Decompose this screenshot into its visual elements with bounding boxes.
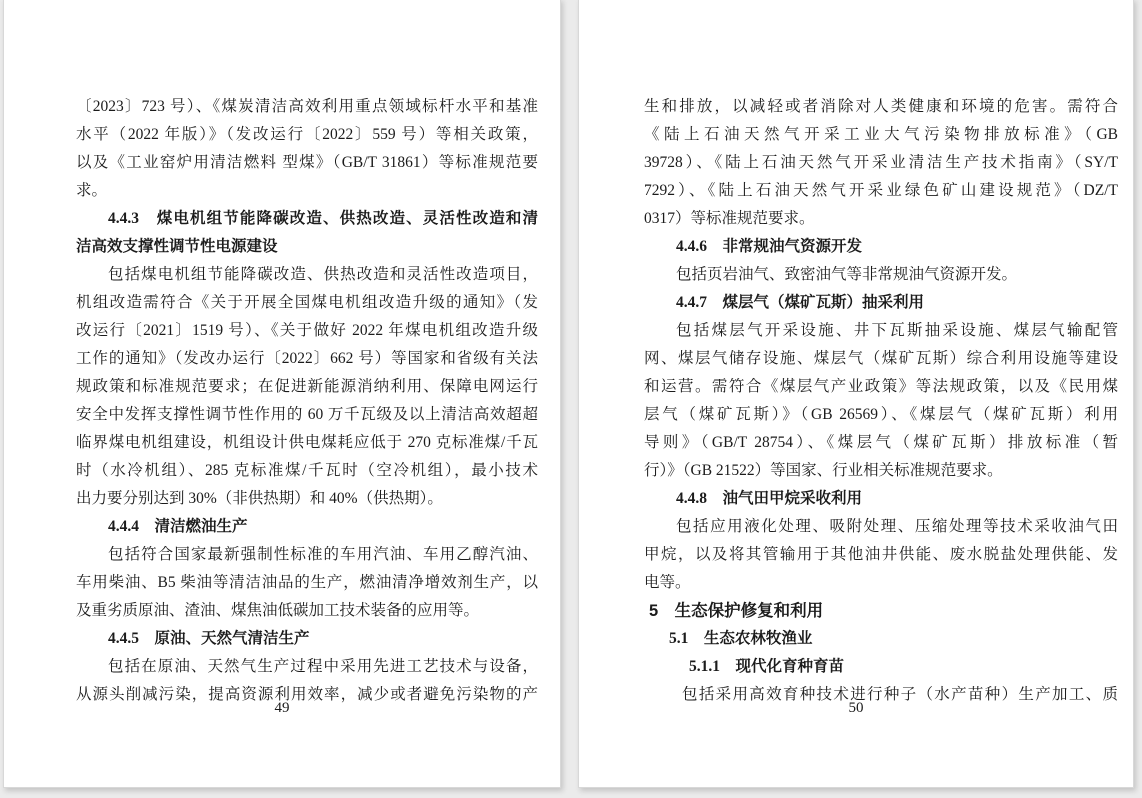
text-line: 和运营。需符合《煤层气产业政策》等法规政策，以及《民用煤 — [644, 378, 1118, 395]
text-line: 规政策和标准规范要求；在促进新能源消纳利用、保障电网运行 — [76, 378, 538, 395]
text-line: 求。 — [76, 182, 108, 199]
text-line: 4.4.6 非常规油气资源开发 — [676, 238, 863, 255]
text-line: 出力要分别达到 30%（非供热期）和 40%（供热期）。 — [76, 490, 443, 507]
text-line: 洁高效支撑性调节性电源建设 — [76, 238, 278, 255]
text-line: 包括符合国家最新强制性标准的车用汽油、车用乙醇汽油、 — [108, 546, 538, 563]
text-line: 工作的通知》（发改办运行〔2022〕662 号）等国家和省级有关法 — [76, 350, 538, 367]
page-left — [3, 0, 561, 788]
text-line: 39728）、《陆上石油天然气开采业清洁生产技术指南》（SY/T — [644, 154, 1118, 171]
text-line: 甲烷，以及将其管输用于其他油井供能、废水脱盐处理供能、发 — [644, 546, 1118, 563]
text-line: 7292）、《陆上石油天然气开采业绿色矿山建设规范》（DZ/T — [644, 182, 1118, 199]
page-right — [578, 0, 1134, 788]
text-line: 0317）等标准规范要求。 — [644, 210, 815, 227]
text-line: 包括应用液化处理、吸附处理、压缩处理等技术采收油气田 — [676, 518, 1118, 535]
text-line: 电等。 — [644, 574, 691, 591]
text-line: 4.4.8 油气田甲烷采收利用 — [676, 490, 863, 507]
text-line: 导则》（GB/T 28754）、《煤层气（煤矿瓦斯）排放标准（暂 — [644, 434, 1118, 451]
text-line: 行）》（GB 21522）等国家、行业相关标准规范要求。 — [644, 462, 1003, 479]
page-number: 50 — [848, 700, 864, 716]
text-line: 机组改造需符合《关于开展全国煤电机组改造升级的通知》（发 — [76, 294, 538, 311]
text-line: 包括在原油、天然气生产过程中采用先进工艺技术与设备， — [108, 658, 538, 675]
text-line: 层气（煤矿瓦斯）》（GB 26569）、《煤层气（煤矿瓦斯）利用 — [644, 406, 1118, 423]
text-line: 临界煤电机组建设，机组设计供电煤耗应低于 270 克标准煤/千瓦 — [76, 434, 538, 451]
text-line: 包括采用高效育种技术进行种子（水产苗种）生产加工、质 — [682, 686, 1118, 703]
text-line: 从源头削减污染，提高资源利用效率，减少或者避免污染物的产 — [76, 686, 538, 703]
text-line: 4.4.3 煤电机组节能降碳改造、供热改造、灵活性改造和清 — [108, 210, 538, 227]
text-line: 水平（2022 年版）》（发改运行〔2022〕559 号）等相关政策， — [76, 126, 538, 143]
text-line: 〔2023〕723 号）、《煤炭清洁高效利用重点领域标杆水平和基准 — [76, 98, 538, 115]
text-line: 包括煤电机组节能降碳改造、供热改造和灵活性改造项目， — [108, 266, 538, 283]
page-number: 49 — [274, 700, 290, 716]
page-left-text — [76, 93, 538, 709]
text-line: 5 生态保护修复和利用 — [649, 602, 824, 620]
text-line: 4.4.5 原油、天然气清洁生产 — [108, 630, 310, 647]
text-line: 包括页岩油气、致密油气等非常规油气资源开发。 — [676, 266, 1018, 283]
text-line: 包括煤层气开采设施、井下瓦斯抽采设施、煤层气输配管 — [676, 322, 1118, 339]
text-line: 改运行〔2021〕1519 号）、《关于做好 2022 年煤电机组改造升级 — [76, 322, 538, 339]
page-right-text — [644, 93, 1118, 709]
text-line: 及重劣质原油、渣油、煤焦油低碳加工技术装备的应用等。 — [76, 602, 480, 619]
text-line: 4.4.4 清洁燃油生产 — [108, 518, 248, 535]
text-line: 网、煤层气储存设施、煤层气（煤矿瓦斯）综合利用设施等建设 — [644, 350, 1118, 367]
text-line: 4.4.7 煤层气（煤矿瓦斯）抽采利用 — [676, 294, 925, 311]
text-line: 5.1 生态农林牧渔业 — [669, 630, 813, 647]
text-line: 以及《工业窑炉用清洁燃料 型煤》（GB/T 31861）等标准规范要 — [76, 154, 538, 171]
text-line: 安全中发挥支撑性调节性作用的 60 万千瓦级及以上清洁高效超超 — [76, 406, 538, 423]
text-line: 车用柴油、B5 柴油等清洁油品的生产，燃油清净增效剂生产，以 — [76, 574, 538, 591]
text-line: 5.1.1 现代化育种育苗 — [689, 658, 845, 675]
text-line: 时（水冷机组）、285 克标准煤/千瓦时（空冷机组），最小技术 — [76, 462, 538, 479]
text-line: 《陆上石油天然气开采工业大气污染物排放标准》（GB — [644, 126, 1118, 143]
text-line: 生和排放，以减轻或者消除对人类健康和环境的危害。需符合 — [644, 98, 1118, 115]
